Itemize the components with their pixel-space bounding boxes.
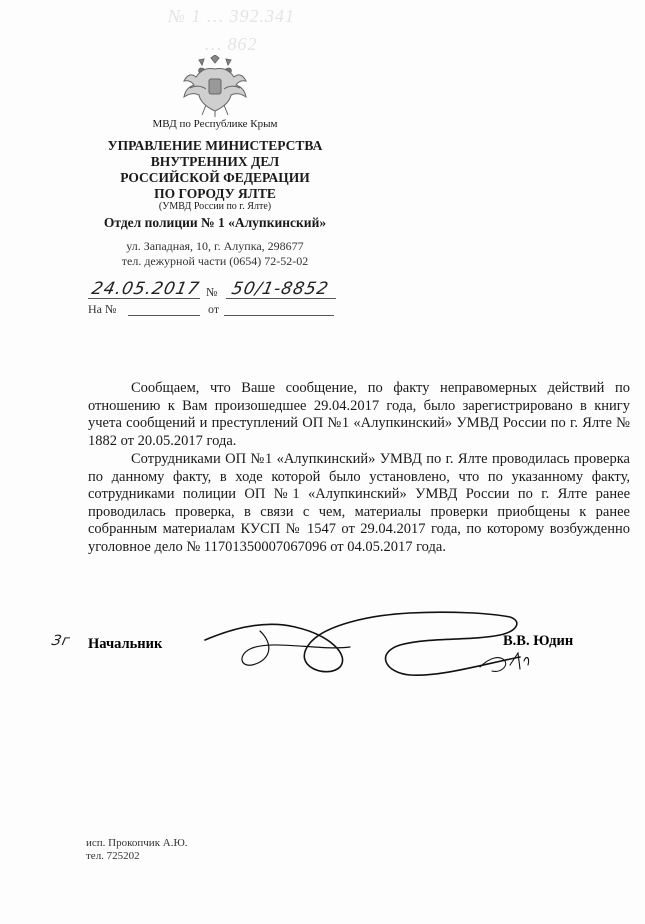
police-department-name: Отдел полиции № 1 «Алупкинский» <box>103 215 327 230</box>
executor-phone: тел. 725202 <box>86 850 140 862</box>
org-line: ПО ГОРОДУ ЯЛТЕ <box>154 186 276 201</box>
registration-stamp-faint-2: … 862 <box>205 34 258 54</box>
double-headed-eagle-emblem-icon <box>182 55 248 117</box>
organization-abbreviation: (УМВД России по г. Ялте) <box>158 201 272 212</box>
executor-name: исп. Прокопчик А.Ю. <box>86 837 188 849</box>
incoming-number-underline <box>128 315 200 316</box>
outgoing-number-handwritten: 50/1-8852 <box>229 279 331 299</box>
incoming-date-underline <box>224 315 334 316</box>
number-underline <box>226 298 336 299</box>
duty-phone: тел. дежурной части (0654) 72-52-02 <box>121 254 309 268</box>
executor-block <box>86 837 188 863</box>
body-paragraph-2: Сотрудниками ОП №1 «Алупкинский» УМВД по г. Ялте проводилась проверка по данному факту, в ходе которой было установлено, что по указанному факту, сотрудниками полиции ОП №1 «Алупкинский» УМВД России по г. Ялте ранее проводилась проверка, в связи с чем, материалы проверки приобщены к ранее собранным материалам КУСП № 1547 от 29.04.2017 года, по которому возбужденно уголовное дело № 11701350007067096 от 04.05.2017 года. <box>88 451 630 555</box>
registration-stamp-faint: № 1 … 392.341 <box>168 6 295 26</box>
org-line: ВНУТРЕННИХ ДЕЛ <box>150 154 280 169</box>
body-paragraph-1: Сообщаем, что Ваше сообщение, по факту неправомерных действий по отношению к Вам произошедшее 29.04.2017 года, было зарегистрировано в книгу учета сообщений и преступлений ОП №1 «Алупкинский» УМВД России по г. Ялте № 1882 от 20.05.2017 года. <box>88 380 630 449</box>
outgoing-date-handwritten: 24.05.2017 <box>89 279 202 299</box>
org-line: УПРАВЛЕНИЕ МИНИСТЕРСТВА <box>107 138 323 153</box>
organization-name <box>60 138 370 202</box>
ministry-short-name: МВД по Республике Крым <box>152 118 278 130</box>
address: ул. Западная, 10, г. Алупка, 298677 <box>126 239 304 253</box>
letter-body <box>88 380 630 556</box>
signatory-title: Начальник <box>88 636 163 652</box>
address-block <box>60 239 370 269</box>
handwritten-signature <box>200 595 530 685</box>
incoming-number-label: На № <box>88 302 117 316</box>
org-line: РОССИЙСКОЙ ФЕДЕРАЦИИ <box>120 170 310 185</box>
date-underline <box>88 298 200 299</box>
incoming-date-label: от <box>208 302 220 316</box>
signature-prefix-handwritten: Зг <box>50 633 73 649</box>
number-label: № <box>206 285 218 299</box>
signatory-name: В.В. Юдин <box>503 633 574 649</box>
